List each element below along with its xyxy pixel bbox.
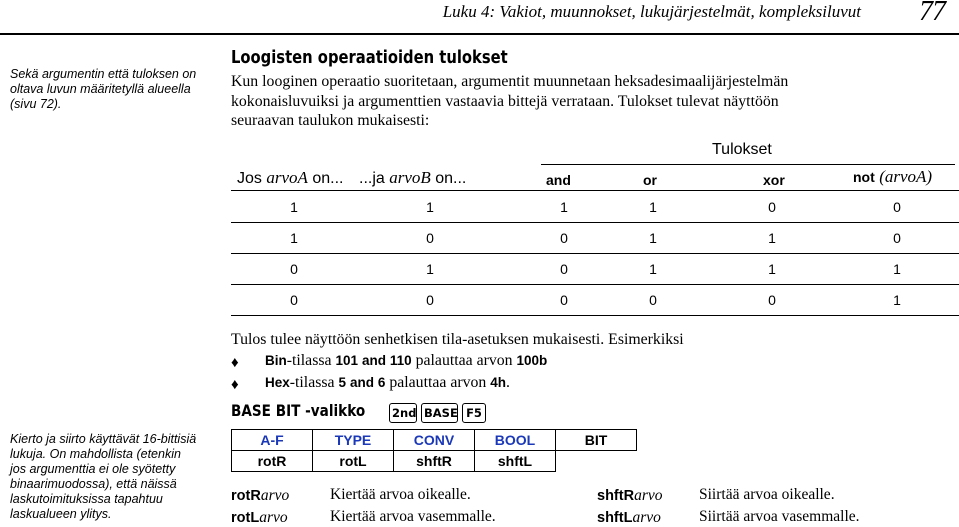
truth-cell: 0 xyxy=(649,292,657,308)
truth-cell: 1 xyxy=(290,230,298,246)
truth-cell: 1 xyxy=(649,230,657,246)
col-header-not-op: not xyxy=(853,169,875,185)
truth-cell: 1 xyxy=(768,230,776,246)
menu-item-bool[interactable]: BOOL xyxy=(475,430,556,451)
truth-cell: 0 xyxy=(560,292,568,308)
chapter-title: Luku 4: Vakiot, muunnokset, lukujärjestelmät, kompleksiluvut xyxy=(442,2,861,21)
def-cmd-rotl xyxy=(231,509,288,527)
truth-cell: 1 xyxy=(893,292,901,308)
col-header-not xyxy=(853,167,932,187)
bullet-text: -tilassa xyxy=(289,374,339,391)
intro-line: Kun looginen operaatio suoritetaan, argumentit muunnetaan heksadesimaalijärjestelmän xyxy=(231,73,789,90)
col-header-a-var: arvoA xyxy=(266,168,308,187)
truth-cell: 1 xyxy=(560,199,568,215)
menu-row-top xyxy=(232,430,637,451)
mode-name: Bin xyxy=(265,353,287,368)
truth-cell: 1 xyxy=(649,199,657,215)
sidebar-note-line: Kierto ja siirto käyttävät 16-bittisiä xyxy=(10,432,197,446)
def-cmd-arg: arvo xyxy=(260,487,290,504)
col-header-b-prefix: ...ja xyxy=(359,170,390,187)
sidebar-note-line: binaarimuodossa), että näissä xyxy=(10,477,177,491)
def-desc-shftr: Siirtää arvoa oikealle. xyxy=(699,486,835,503)
truth-cell: 1 xyxy=(893,261,901,277)
menu-item-a-f[interactable]: A-F xyxy=(232,430,313,451)
operator: and xyxy=(361,353,386,368)
truth-cell: 1 xyxy=(426,261,434,277)
bullet-bin-example xyxy=(265,352,547,370)
truth-cell: 0 xyxy=(426,292,434,308)
result-value: 100b xyxy=(516,353,548,368)
note-text: Tulos tulee näyttöön senhetkisen tila-asetuksen mukaisesti. Esimerkiksi xyxy=(231,331,684,348)
def-cmd-name: rotL xyxy=(231,510,260,526)
def-cmd-arg: arvo xyxy=(634,487,663,504)
col-header-b-var: arvoB xyxy=(389,168,431,187)
def-cmd-shftl xyxy=(597,509,661,527)
table-rule xyxy=(231,222,959,223)
def-cmd-arg: arvo xyxy=(632,509,661,526)
bullet-text: palauttaa arvon xyxy=(385,374,491,391)
sidebar-note-line: laskualueen ylitys. xyxy=(10,507,112,521)
result-value: 4h xyxy=(490,375,507,390)
sidebar-note-line: jos argumenttia ei ole syötetty xyxy=(10,462,176,476)
menu-item-conv[interactable]: CONV xyxy=(394,430,475,451)
menu-item-bit[interactable]: BIT xyxy=(556,430,637,451)
menu-item-type[interactable]: TYPE xyxy=(313,430,394,451)
menu-item-shftr[interactable]: shftR xyxy=(394,451,475,472)
menu-item-shftl[interactable]: shftL xyxy=(475,451,556,472)
truth-cell: 0 xyxy=(768,292,776,308)
truth-cell: 0 xyxy=(290,292,298,308)
header-rule xyxy=(0,33,959,35)
def-desc-rotl: Kiertää arvoa vasemmalle. xyxy=(330,508,496,525)
def-cmd-name: shftL xyxy=(597,510,633,526)
sidebar-note-line: lukuja. On mahdollista (etenkin xyxy=(10,447,181,461)
operand-b: 6 xyxy=(377,375,386,390)
truth-cell: 0 xyxy=(768,199,776,215)
intro-line: kokonaisluvuiksi ja argumenttien vastaavia bittejä verrataan. Tulokset tulevat näyttöön xyxy=(231,92,779,110)
truth-cell: 1 xyxy=(426,199,434,215)
col-header-a xyxy=(237,168,343,188)
truth-cell: 0 xyxy=(560,261,568,277)
bullet-end: . xyxy=(506,374,510,391)
def-desc-shftl: Siirtää arvoa vasemmalle. xyxy=(699,508,860,525)
operand-b: 110 xyxy=(389,353,412,368)
truth-cell: 0 xyxy=(290,261,298,277)
def-desc-rotr: Kiertää arvoa oikealle. xyxy=(330,486,471,503)
col-header-a-suffix: on... xyxy=(307,170,344,187)
intro-paragraph xyxy=(231,72,921,131)
section-title: Loogisten operaatioiden tulokset xyxy=(231,47,508,68)
menu-row-bottom xyxy=(232,451,637,472)
operator: and xyxy=(349,375,374,390)
col-header-or: or xyxy=(643,172,657,188)
def-cmd-arg: arvo xyxy=(259,509,288,526)
col-header-xor: xor xyxy=(763,172,785,188)
table-rule xyxy=(231,284,959,285)
truth-cell: 0 xyxy=(893,199,901,215)
truth-cell: 1 xyxy=(649,261,657,277)
menu-item-rotr[interactable]: rotR xyxy=(232,451,313,472)
menu-title: BASE BIT -valikko xyxy=(231,401,366,420)
diamond-bullet-icon: ♦ xyxy=(231,355,239,371)
sidebar-note-line: laskutoimituksissa tapahtuu xyxy=(10,492,163,506)
truth-cell: 1 xyxy=(290,199,298,215)
truth-cell: 0 xyxy=(893,230,901,246)
sidebar-note-range: Sekä argumentin että tuloksen on oltava luvun määritetyllä alueella (sivu 72). xyxy=(10,67,197,111)
operand-a: 101 xyxy=(335,353,358,368)
col-header-b xyxy=(359,168,466,188)
col-header-a-prefix: Jos xyxy=(237,170,267,187)
results-group-rule xyxy=(541,164,955,165)
diamond-bullet-icon: ♦ xyxy=(231,377,239,393)
table-rule xyxy=(231,253,959,254)
truth-cell: 0 xyxy=(426,230,434,246)
def-cmd-name: shftR xyxy=(597,488,635,504)
truth-cell: 0 xyxy=(560,230,568,246)
truth-cell: 1 xyxy=(768,261,776,277)
sidebar-note-rotate xyxy=(10,432,220,522)
page-number: 77 xyxy=(919,0,945,27)
table-rule xyxy=(231,315,959,316)
key-f5[interactable]: F5 xyxy=(462,403,486,423)
col-header-not-arg: (arvoA) xyxy=(879,167,933,186)
results-group-header: Tulokset xyxy=(712,141,772,158)
key-2nd[interactable]: 2nd xyxy=(389,403,417,423)
base-bit-menu xyxy=(231,429,637,472)
intro-line: seuraavan taulukon mukaisesti: xyxy=(231,112,430,129)
mode-name: Hex xyxy=(265,375,290,390)
def-cmd-rotr xyxy=(231,487,289,505)
def-cmd-name: rotR xyxy=(231,488,261,504)
col-header-b-suffix: on... xyxy=(430,170,467,187)
def-cmd-shftr xyxy=(597,487,662,505)
bullet-text: -tilassa xyxy=(286,352,336,369)
key-base[interactable]: BASE xyxy=(421,403,458,423)
operand-a: 5 xyxy=(338,375,346,390)
menu-item-rotl[interactable]: rotL xyxy=(313,451,394,472)
col-header-and: and xyxy=(546,172,571,188)
menu-item-empty xyxy=(556,451,637,472)
bullet-text: palauttaa arvon xyxy=(411,352,517,369)
bullet-hex-example xyxy=(265,374,510,392)
table-rule xyxy=(231,190,959,191)
